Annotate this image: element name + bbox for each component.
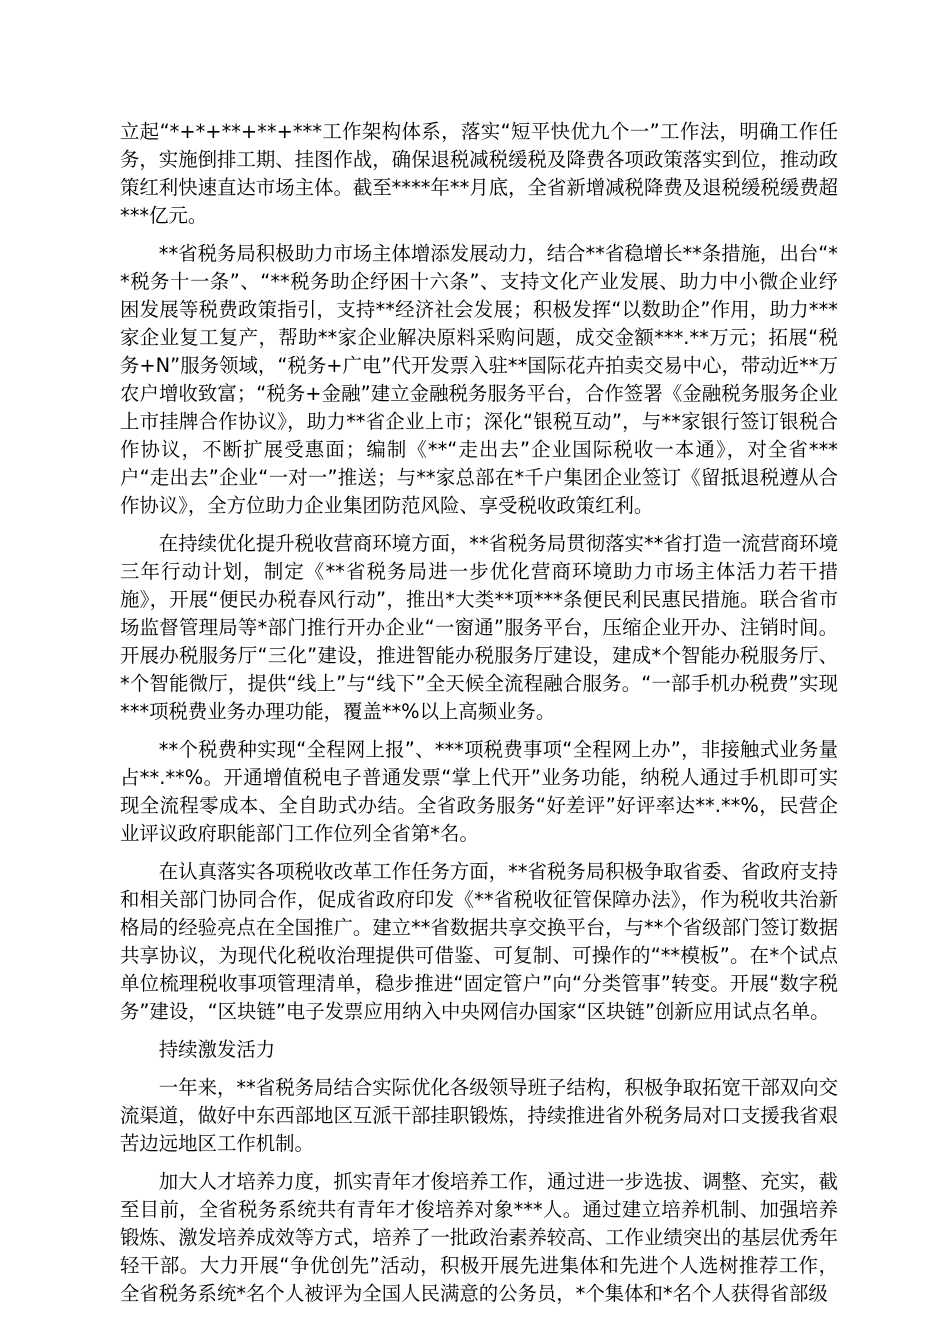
- paragraph-6: 一年来，**省税务局结合实际优化各级领导班子结构，积极争取拓宽干部双向交流渠道，做好中东西部地区互派干部挂职锻炼，持续推进省外税务局对口支援我省艰苦边远地区工作机制。: [120, 1076, 838, 1155]
- paragraph-5: 在认真落实各项税收改革工作任务方面，**省税务局积极争取省委、省政府支持和相关部门协同合作，促成省政府印发《**省税收征管保障办法》，作为税收共治新格局的经验亮点在全国推广。建立**省数据共享交换平台，与**个省级部门签订数据共享协议，为现代化税收治理提供可借鉴、可复制、可操作的“**模板”。在*个试点单位梳理税收事项管理清单，稳步推进“固定管户”向“分类管事”转变。开展“数字税务”建设，“区块链”电子发票应用纳入中央网信办国家“区块链”创新应用试点名单。: [120, 860, 838, 1023]
- paragraph-3: 在持续优化提升税收营商环境方面，**省税务局贯彻落实**省打造一流营商环境三年行动计划，制定《**省税务局进一步优化营商环境助力市场主体活力若干措施》，开展“便民办税春风行动”，推出*大类**项***条便民利民惠民措施。联合省市场监督管理局等*部门推行开办企业“一窗通”服务平台，压缩企业开办、注销时间。开展办税服务厅“三化”建设，推进智能办税服务厅建设，建成*个智能办税服务厅、*个智能微厅，提供“线上”与“线下”全天候全流程融合服务。“一部手机办税费”实现***项税费业务办理功能，覆盖**%以上高频业务。: [120, 532, 838, 723]
- paragraph-4: **个税费种实现“全程网上报”、***项税费事项“全程网上办”，非接触式业务量占**.**%。开通增值税电子普通发票“掌上代开”业务功能，纳税人通过手机即可实现全流程零成本、全自助式办结。全省政务服务“好差评”好评率达**.**%，民营企业评议政府职能部门工作位列全省第*名。: [120, 738, 838, 845]
- paragraph-1: 立起“*+*+**+**+***工作架构体系，落实“短平快优九个一”工作法，明确工作任务，实施倒排工期、挂图作战，确保退税减税缓税及降费各项政策落实到位，推动政策红利快速直达市场主体。截至****年**月底，全省新增减税降费及退税缓税缓费超***亿元。: [120, 120, 838, 227]
- paragraph-2: **省税务局积极助力市场主体增添发展动力，结合**省稳增长**条措施，出台“**税务十一条”、“**税务助企纾困十六条”、支持文化产业发展、助力中小微企业纾困发展等税费政策指引，支持**经济社会发展；积极发挥“以数助企”作用，助力***家企业复工复产，帮助**家企业解决原料采购问题，成交金额***.**万元；拓展“税务+N”服务领域，“税务+广电”代开发票入驻**国际花卉拍卖交易中心，带动近**万农户增收致富；“税务+金融”建立金融税务服务平台，合作签署《金融税务服务企业上市挂牌合作协议》，助力**省企业上市；深化“银税互动”，与**家银行签订银税合作协议，不断扩展受惠面；编制《**“走出去”企业国际税收一本通》，对全省***户“走出去”企业“一对一”推送；与**家总部在*千户集团企业签订《留抵退税遵从合作协议》，全方位助力企业集团防范风险、享受税收政策红利。: [120, 242, 838, 517]
- section-heading: 持续激发活力: [158, 1038, 276, 1061]
- document-page: [120, 118, 838, 1318]
- paragraph-7: 加大人才培养力度，抓实青年才俊培养工作，通过进一步选拔、调整、充实，截至目前，全省税务系统共有青年才俊培养对象***人。通过建立培养机制、加强培养锻炼、激发培养成效等方式，培养了一批政治素养较高、工作业绩突出的基层优秀年轻干部。大力开展“争优创先”活动，积极开展先进集体和先进个人选树推荐工作，全省税务系统*名个人被评为全国人民满意的公务员，*个集体和*名个人获得省部级: [120, 1170, 838, 1305]
